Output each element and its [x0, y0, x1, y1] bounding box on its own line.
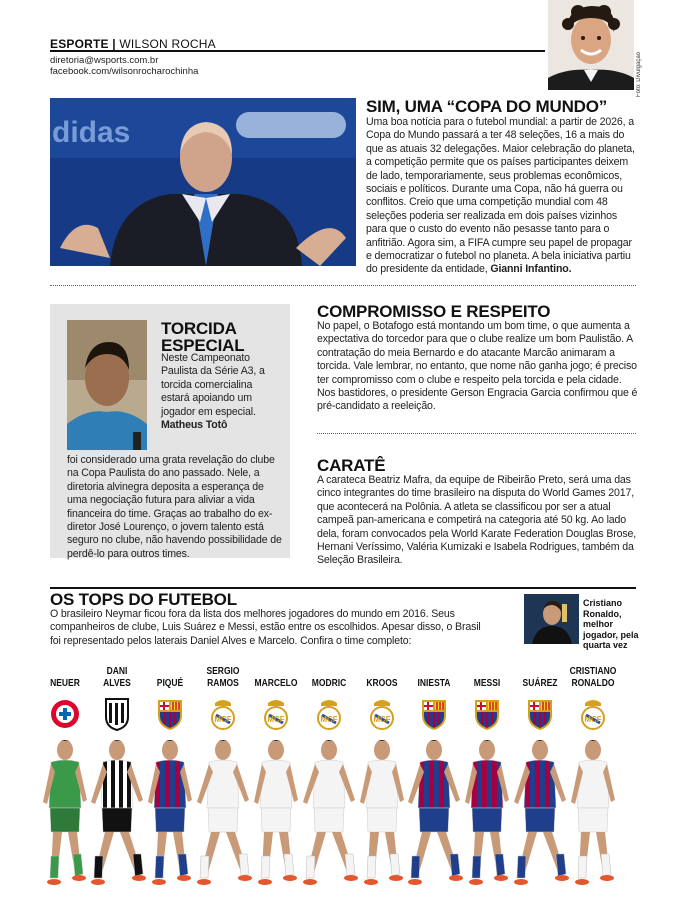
article1-title: SIM, UMA “COPA DO MUNDO”: [366, 97, 608, 116]
section-label: [50, 37, 216, 51]
player-name: [299, 678, 359, 690]
club-badge-bayern: [50, 697, 80, 731]
player-name-line1: DANI: [106, 666, 128, 677]
player-name-line2: RONALDO: [571, 678, 615, 689]
tops-rule: [50, 587, 636, 589]
club-badge-real: [314, 697, 344, 731]
player-name-line1: CRISTIANO: [569, 666, 617, 677]
player-figure: [246, 736, 306, 904]
player-figure: [352, 736, 412, 904]
player-figure: [140, 736, 200, 904]
article3-title: CARATÊ: [317, 456, 386, 475]
ronaldo-caption-name: Cristiano Ronaldo,: [583, 598, 623, 619]
club-badge-real: [367, 697, 397, 731]
club-badge-real: [208, 697, 238, 731]
player-name: [35, 678, 95, 690]
player-name-line2: KROOS: [366, 678, 398, 689]
header-rule: [50, 50, 545, 52]
club-badge-barcelona: [525, 697, 555, 731]
player-name-line2: MESSI: [473, 678, 501, 689]
divider-dotted-1: [50, 285, 636, 286]
tops-title: OS TOPS DO FUTEBOL: [50, 590, 237, 609]
author-email[interactable]: diretoria@wsports.com.br: [50, 55, 159, 66]
player-name: [140, 678, 200, 690]
divider-dotted-2: [317, 433, 636, 434]
infantino-photo: [50, 98, 356, 266]
player-name-line2: RAMOS: [207, 678, 239, 689]
svg-text:MCF: MCF: [320, 715, 338, 724]
ronaldo-caption-text: melhor jogador, pela quarta vez: [583, 619, 639, 650]
tops-body: O brasileiro Neymar ficou fora da lista dos melhores jogadores do mundo em 2016. Seus companheiros de clube, Luis Suárez e Messi, estão entre os escolhidos. Apesar disso, o Brasil foi representado pelos laterais Daniel Alves e Marcelo. Confira o time completo:: [50, 608, 481, 647]
player-name-line2: INIESTA: [417, 678, 451, 689]
player-name: [563, 666, 623, 690]
player-name-line2: MODRIC: [311, 678, 347, 689]
box-body: foi considerado uma grata revelação do clube na Copa Paulista do ano passado. Nele, a diretoria alvinegra deposita a esperança de uma negociação futura para aliviar a vida financeira do time. Graças ao trabalho do ex-diretor José Lourenço, o jovem talento está seguro no clube, não havendo possibilidade de perdê-lo para outros times.: [67, 454, 282, 560]
article1-body: [366, 116, 638, 277]
player-name: [193, 666, 253, 690]
player-name-line2: NEUER: [50, 678, 80, 689]
box-title-line1: TORCIDA: [161, 319, 237, 338]
article1-text: Uma boa notícia para o futebol mundial: a partir de 2026, a Copa do Mundo passará a ter 48 seleções, 16 a mais do que as atuais 32 delegações. Maior celebração do planeta, a competição permite que os países participantes deixem de lado, temporariamente, seus problemas econômicos, sociais e políticos. Durante uma Copa, não há guerra ou conflitos. Creio que uma competição mundial com 48 seleções poderia ser realizada em dois países vizinhos para que o custo do evento não pesasse tanto para o anfitrião. Agora sim, a FIFA cumpre seu papel de propagar e democratizar o futebol no planeta. A bela iniciativa partiu do presidente da entidade,: [366, 116, 635, 276]
player-name: [510, 678, 570, 690]
club-badge-barcelona: [472, 697, 502, 731]
player-name-line1: SERGIO: [206, 666, 240, 677]
matheus-photo: [67, 320, 147, 450]
player-name-line2: PIQUÉ: [156, 678, 184, 689]
author-photo: [548, 0, 634, 90]
player-name-line2: SUÁREZ: [522, 678, 558, 689]
player-figure: [35, 736, 95, 904]
section-name: ESPORTE: [50, 37, 109, 51]
player-name: [246, 678, 306, 690]
player-name-line2: ALVES: [103, 678, 131, 689]
author-facebook[interactable]: facebook.com/wilsonrocharochinha: [50, 66, 199, 77]
player-name: [457, 678, 517, 690]
box-intro-text: Neste Campeonato Paulista da Série A3, a torcida comercialina estará apoiando um jogador em especial.: [161, 352, 265, 418]
player-name: [352, 678, 412, 690]
photo-credit: Foto: Divulgação: [636, 52, 642, 98]
article2-title: COMPROMISSO E RESPEITO: [317, 302, 551, 321]
club-badge-juventus: [102, 697, 132, 731]
section-separator: |: [108, 37, 120, 51]
ronaldo-photo: [524, 594, 579, 644]
player-names: [40, 660, 650, 690]
box-title-line2: ESPECIAL: [161, 336, 245, 355]
box-player-name: Matheus Totô: [161, 419, 228, 432]
article1-bold: Gianni Infantino.: [490, 263, 572, 276]
player-figure: [87, 736, 147, 904]
player-figure: [404, 736, 464, 904]
box-title: [161, 320, 244, 354]
svg-text:MCF: MCF: [214, 715, 232, 724]
club-badge-barcelona: [155, 697, 185, 731]
player-name: [87, 666, 147, 690]
player-figure: [510, 736, 570, 904]
player-name-line2: MARCELO: [254, 678, 298, 689]
club-badge-real: [261, 697, 291, 731]
ronaldo-caption: [583, 598, 641, 651]
svg-text:MCF: MCF: [584, 715, 602, 724]
player-figure: [299, 736, 359, 904]
article3-body: A carateca Beatriz Mafra, da equipe de Ribeirão Preto, será uma das cinco integrantes do time brasileiro na disputa do World Games 2017, que acontecerá na Polônia. A atleta se classificou por ser a atual campeã pan-americana e competirá na categoria até 50 kg. Ao lado dela, foram convocados pela World Karate Federation Douglas Brose, Hernani Veríssimo, Valéria Kumizaki e Isabela Rodrigues, também da Seleção Brasileira.: [317, 474, 637, 567]
article2-body: No papel, o Botafogo está montando um bom time, o que aumenta a expectativa do torcedor para que o clube realize um bom Paulistão. A contratação do meia Bernardo e do atacante Marcão animaram a torcida. Vale lembrar, no entanto, que nome não ganha jogo; é preciso ter compromisso com o clube e respeito pela torcida e pela cidade. Nos bastidores, o presidente Gerson Engracia Garcia confirmou que é pré-candidato a reeleição.: [317, 320, 638, 413]
club-badge-real: [578, 697, 608, 731]
svg-text:MCF: MCF: [373, 715, 391, 724]
player-figure: [563, 736, 623, 904]
svg-text:didas: didas: [52, 116, 131, 149]
author-name: WILSON ROCHA: [119, 37, 216, 51]
box-intro: [161, 352, 283, 432]
club-badge-barcelona: [419, 697, 449, 731]
player-figure: [457, 736, 517, 904]
player-name: [404, 678, 464, 690]
svg-text:MCF: MCF: [267, 715, 285, 724]
player-figure: [193, 736, 253, 904]
